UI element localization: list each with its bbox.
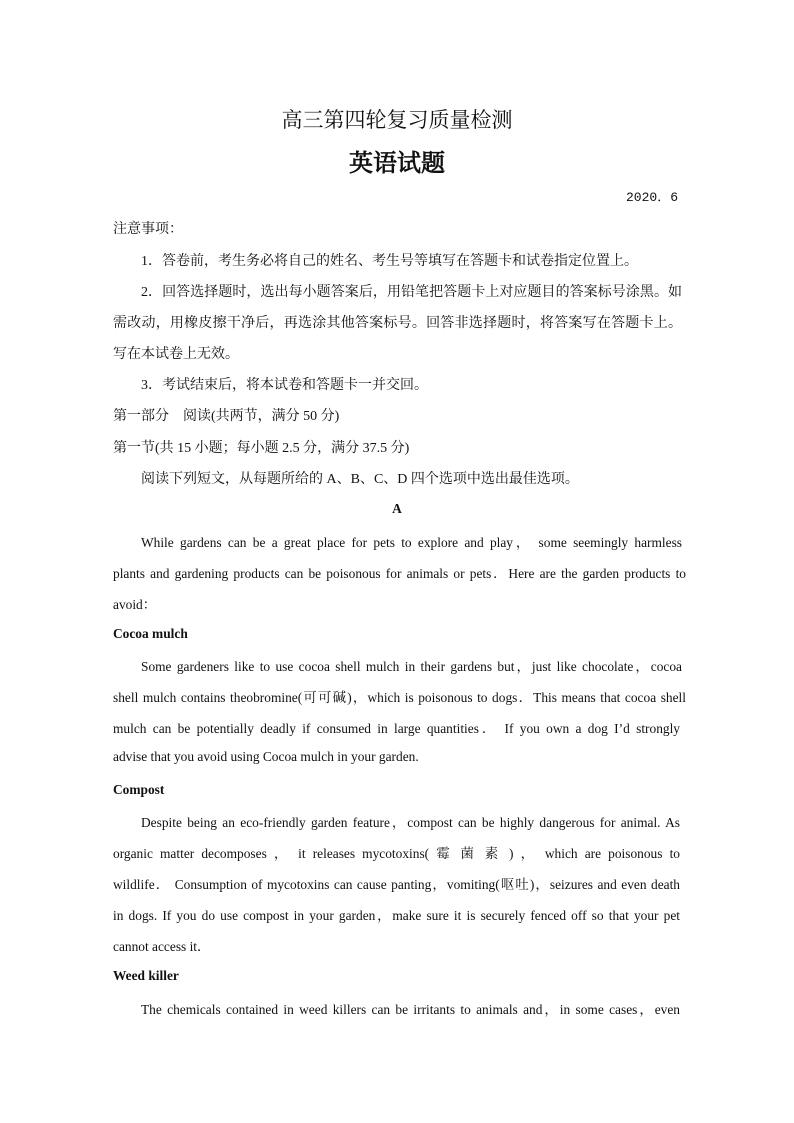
note-item-2-line-1: 2．回答选择题时，选出每小题答案后，用铅笔把答题卡上对应题目的答案标号涂黑。如	[141, 285, 682, 300]
cocoa-line-4: advise that you avoid using Cocoa mulch in your garden.	[113, 749, 419, 764]
weed-line-1: The chemicals contained in weed killers can be irritants to animals and，in some cases，even	[141, 1002, 680, 1017]
compost-line-2: organic matter decomposes ， it releases mycotoxins( 霉 菌 素 ) ， which are poisonous to	[113, 846, 680, 861]
passage-label: A	[392, 501, 402, 516]
section-instruction: 阅读下列短文，从每题所给的 A、B、C、D 四个选项中选出最佳选项。	[141, 472, 579, 487]
section-heading: 第一节(共 15 小题；每小题 2.5 分，满分 37.5 分)	[113, 441, 410, 456]
compost-line-1: Despite being an eco-friendly garden feature，compost can be highly dangerous for animal. As	[141, 815, 680, 830]
part-heading: 第一部分 阅读(共两节，满分 50 分)	[113, 409, 340, 424]
cocoa-line-1: Some gardeners like to use cocoa shell mulch in their gardens but，just like chocolate，cocoa	[141, 659, 682, 674]
passage-intro-line-1: While gardens can be a great place for pets to explore and play， some seemingly harmless	[141, 535, 682, 550]
exam-date: 2020．6	[625, 190, 678, 205]
passage-intro-line-3: avoid：	[113, 597, 157, 612]
note-item-2-line-3: 写在本试卷上无效。	[113, 347, 239, 362]
cocoa-line-3: mulch can be potentially deadly if consumed in large quantities． If you own a dog I’d strongly	[113, 721, 680, 736]
weed-killer-heading: Weed killer	[113, 968, 179, 983]
compost-heading: Compost	[113, 782, 165, 797]
subject-title: 英语试题	[349, 151, 445, 177]
passage-intro-line-2: plants and gardening products can be poisonous for animals or pets．Here are the garden products to	[113, 566, 686, 581]
exam-title: 高三第四轮复习质量检测	[281, 108, 513, 132]
compost-line-5: cannot access it．	[113, 939, 211, 954]
note-item-2-line-2: 需改动，用橡皮擦干净后，再选涂其他答案标号。回答非选择题时，将答案写在答题卡上。	[113, 316, 682, 331]
notes-heading: 注意事项：	[113, 222, 183, 237]
note-item-1: 1．答卷前，考生务必将自己的姓名、考生号等填写在答题卡和试卷指定位置上。	[141, 254, 638, 269]
compost-line-4: in dogs. If you do use compost in your garden，make sure it is securely fenced off so that your pet	[113, 908, 680, 923]
compost-line-3: wildlife． Consumption of mycotoxins can cause panting，vomiting(呕吐)，seizures and even death	[113, 877, 680, 892]
cocoa-mulch-heading: Cocoa mulch	[113, 626, 188, 641]
note-item-3: 3．考试结束后，将本试卷和答题卡一并交回。	[141, 378, 428, 393]
cocoa-line-2: shell mulch contains theobromine(可可碱)，which is poisonous to dogs．This means that cocoa shell	[113, 690, 686, 705]
